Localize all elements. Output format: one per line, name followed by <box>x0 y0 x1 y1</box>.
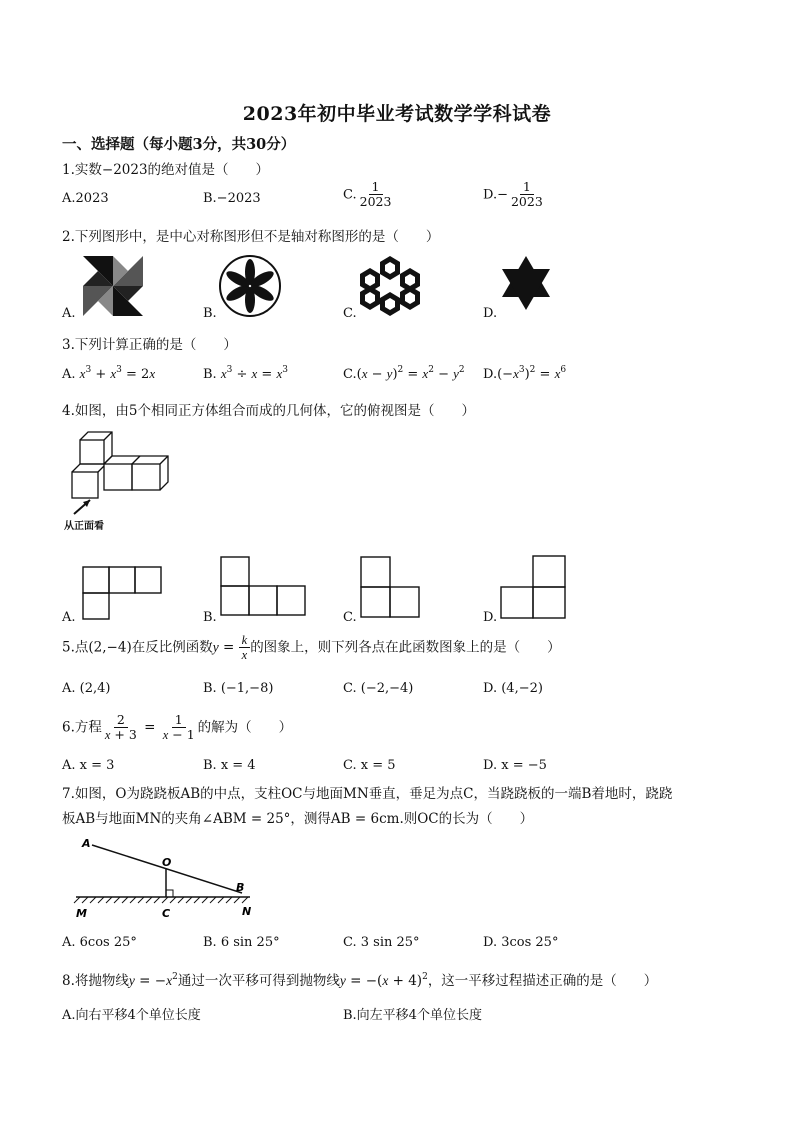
q5-option-b: B. (−1,−8) <box>203 681 274 696</box>
question-3-stem: 3.下列计算正确的是（ ） <box>62 337 237 353</box>
q4-option-a-figure <box>82 566 162 620</box>
q2-option-d: D. <box>483 306 498 321</box>
seesaw-diagram <box>70 835 260 925</box>
q6-option-b: B. x = 4 <box>203 758 256 773</box>
q3-option-c: $C.(x - y)^2 = x^2 - y^2$ <box>343 365 465 382</box>
six-petal-flower-figure <box>218 254 282 318</box>
q2-option-b: B. <box>203 306 217 321</box>
q4-option-c: C. <box>343 610 357 625</box>
point-b-label: B <box>236 881 245 894</box>
six-point-star-figure <box>498 254 554 312</box>
point-n-label: N <box>242 905 252 918</box>
question-8-stem: 8.将抛物线$y = -x^2$通过一次平移可得到抛物线$y = -(x + 4)^2$，这一平移过程描述正确的是（ ） <box>62 972 658 989</box>
q2-option-c: C. <box>343 306 357 321</box>
q8-option-b: B.向左平移4个单位长度 <box>343 1008 482 1023</box>
q4-option-b: B. <box>203 610 217 625</box>
question-1-stem: 1.实数−2023的绝对值是（ ） <box>62 162 270 178</box>
q7-option-b: B. 6 sin 25° <box>203 935 280 950</box>
q5-option-d: D. (4,−2) <box>483 681 543 696</box>
q5-option-c: C. (−2,−4) <box>343 681 414 696</box>
q1-option-c: C. $\frac{1}{2023}$ <box>343 179 392 210</box>
question-7-line-1: 7.如图，O为跷跷板AB的中点，支柱OC与地面MN垂直，垂足为点C，当跷跷板的一端B着地时，跷跷 <box>62 786 673 802</box>
q6-option-a: A. x = 3 <box>62 758 115 773</box>
q8-option-a: A.向右平移4个单位长度 <box>62 1008 201 1023</box>
question-2-stem: 2.下列图形中，是中心对称图形但不是轴对称图形的是（ ） <box>62 229 440 245</box>
q2-option-a: A. <box>62 306 76 321</box>
q7-option-c: C. 3 sin 25° <box>343 935 420 950</box>
q7-option-a: A. 6cos 25° <box>62 935 137 950</box>
view-direction-caption: 从正面看 <box>64 521 104 532</box>
point-m-label: M <box>76 907 87 920</box>
q3-option-d: $D.(-x^3)^2 = x^6$ <box>483 365 567 382</box>
q6-option-d: D. x = −5 <box>483 758 547 773</box>
q1-option-d: D.− $\frac{1}{2023}$ <box>483 179 543 210</box>
q3-option-b: B. $x^3 \div x = x^3$ <box>203 365 288 382</box>
q4-option-c-figure <box>360 556 420 618</box>
q4-option-d: D. <box>483 610 498 625</box>
cube-solid-figure <box>68 428 178 518</box>
q6-option-c: C. x = 5 <box>343 758 396 773</box>
q1-option-b: B.−2023 <box>203 191 261 206</box>
question-6-stem: 6.方程 $\frac{2}{x + 3}$ = $\frac{1}{x - 1}$ 的解为（ ） <box>62 712 293 743</box>
q3-option-a: A. $x^3 + x^3 = 2x$ <box>62 365 156 382</box>
q7-option-d: D. 3cos 25° <box>483 935 559 950</box>
q5-option-a: A. (2,4) <box>62 681 111 696</box>
q4-option-a: A. <box>62 610 76 625</box>
question-4-stem: 4.如图，由5个相同正方体组合而成的几何体，它的俯视图是（ ） <box>62 403 475 419</box>
q1-option-a: A.2023 <box>62 191 109 206</box>
exam-title: 2023年初中毕业考试数学学科试卷 <box>242 103 552 125</box>
q4-option-b-figure <box>220 556 306 616</box>
hexagon-ring-figure <box>358 254 422 318</box>
question-7-line-2: 板AB与地面MN的夹角∠ABM = 25°，测得AB = 6cm.则OC的长为（ ） <box>62 811 534 827</box>
q4-option-d-figure <box>500 555 566 619</box>
section-heading: 一、选择题（每小题3分，共30分） <box>62 136 296 153</box>
point-c-label: C <box>162 907 171 920</box>
question-5-stem: 5.点(2,−4)在反比例函数y = $\frac{k}{x}$ 的图象上，则下列各点在此函数图象上的是（ ） <box>62 633 561 663</box>
point-o-label: O <box>162 856 172 869</box>
point-a-label: A <box>82 837 91 850</box>
pinwheel-figure <box>83 256 143 316</box>
